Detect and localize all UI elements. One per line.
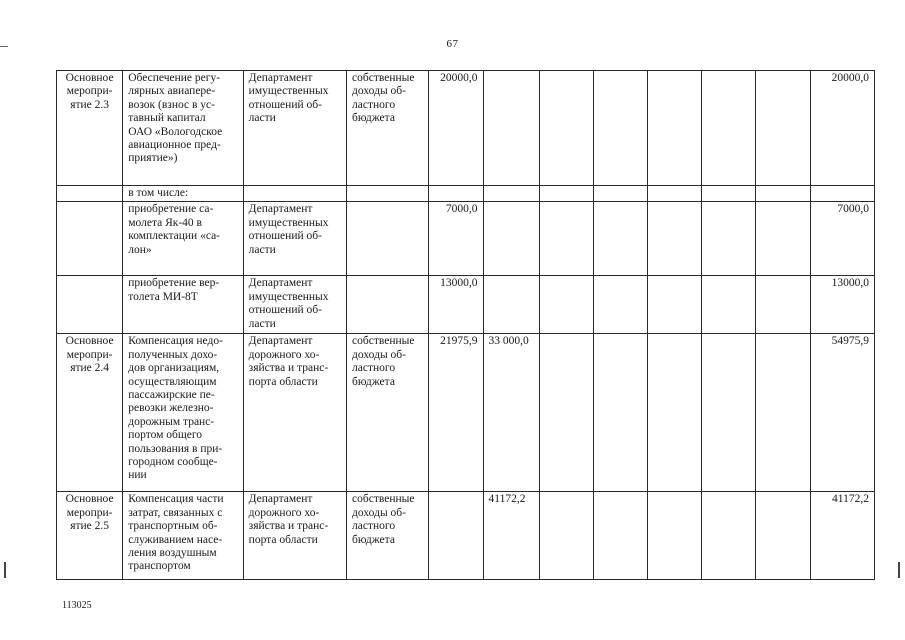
right-edge-mark <box>898 562 900 578</box>
empty-cell <box>756 276 810 334</box>
activity-code-cell: Основное меропри- ятие 2.3 <box>57 71 123 186</box>
table-row <box>57 202 875 276</box>
empty-cell <box>593 492 647 580</box>
funding-source-cell: собственные доходы об- ластного бюджета <box>347 334 429 492</box>
activity-name-cell: приобретение вер- толета МИ-8Т <box>123 276 243 334</box>
empty-cell <box>756 492 810 580</box>
empty-cell <box>593 71 647 186</box>
total-value-cell <box>810 186 874 202</box>
page-number: 67 <box>446 38 459 50</box>
empty-cell <box>539 334 593 492</box>
activity-name-cell: в том числе: <box>123 186 243 202</box>
year-1-value-cell: 13000,0 <box>429 276 483 334</box>
empty-cell <box>702 202 756 276</box>
executor-cell: Департамент имущественных отношений об- ласти <box>243 202 346 276</box>
activity-code-cell <box>57 186 123 202</box>
empty-cell <box>702 276 756 334</box>
year-1-value-cell <box>429 492 483 580</box>
activity-code-cell <box>57 202 123 276</box>
activity-name-cell: Компенсация недо- полученных дохо- дов организациям, осуществляющим пассажирские пе- ревозки железно- дорожным транс- портом общего пользования в при- городном сообще- нии <box>123 334 243 492</box>
activity-code-cell: Основное меропри- ятие 2.5 <box>57 492 123 580</box>
total-value-cell: 7000,0 <box>810 202 874 276</box>
funding-source-cell: собственные доходы об- ластного бюджета <box>347 71 429 186</box>
total-value-cell: 41172,2 <box>810 492 874 580</box>
budget-table <box>56 70 875 580</box>
empty-cell <box>539 202 593 276</box>
empty-cell <box>593 202 647 276</box>
funding-source-cell <box>347 202 429 276</box>
empty-cell <box>539 186 593 202</box>
executor-cell: Департамент дорожного хо- зяйства и транс- порта области <box>243 334 346 492</box>
empty-cell <box>593 276 647 334</box>
empty-cell <box>756 334 810 492</box>
table-row <box>57 276 875 334</box>
empty-cell <box>648 334 702 492</box>
year-1-value-cell: 20000,0 <box>429 71 483 186</box>
table-row <box>57 71 875 186</box>
empty-cell <box>648 71 702 186</box>
year-2-value-cell <box>483 202 539 276</box>
year-2-value-cell <box>483 186 539 202</box>
empty-cell <box>702 492 756 580</box>
executor-cell: Департамент имущественных отношений об- ласти <box>243 71 346 186</box>
empty-cell <box>539 71 593 186</box>
empty-cell <box>539 276 593 334</box>
table-row <box>57 186 875 202</box>
funding-source-cell <box>347 186 429 202</box>
empty-cell <box>593 186 647 202</box>
empty-cell <box>756 202 810 276</box>
activity-name-cell: Компенсация части затрат, связанных с транспортным об- служиванием насе- ления воздушным транспортом <box>123 492 243 580</box>
total-value-cell: 54975,9 <box>810 334 874 492</box>
empty-cell <box>702 71 756 186</box>
empty-cell <box>756 186 810 202</box>
activity-name-cell: приобретение са- молета Як-40 в комплектации «са- лон» <box>123 202 243 276</box>
table-row <box>57 492 875 580</box>
empty-cell <box>539 492 593 580</box>
activity-code-cell <box>57 276 123 334</box>
executor-cell: Департамент дорожного хо- зяйства и транс- порта области <box>243 492 346 580</box>
empty-cell <box>702 186 756 202</box>
activity-name-cell: Обеспечение регу- лярных авиапере- возок (взнос в ус- тавный капитал ОАО «Вологодское авиационное пред- приятие») <box>123 71 243 186</box>
left-edge-mark <box>4 562 6 578</box>
total-value-cell: 20000,0 <box>810 71 874 186</box>
table-row <box>57 334 875 492</box>
empty-cell <box>702 334 756 492</box>
empty-cell <box>648 492 702 580</box>
empty-cell <box>593 334 647 492</box>
year-1-value-cell: 7000,0 <box>429 202 483 276</box>
total-value-cell: 13000,0 <box>810 276 874 334</box>
empty-cell <box>648 186 702 202</box>
document-id: 113025 <box>62 600 92 611</box>
empty-cell <box>648 276 702 334</box>
empty-cell <box>756 71 810 186</box>
year-2-value-cell <box>483 71 539 186</box>
left-edge-tick <box>0 46 8 47</box>
funding-source-cell <box>347 276 429 334</box>
empty-cell <box>648 202 702 276</box>
year-1-value-cell: 21975,9 <box>429 334 483 492</box>
year-2-value-cell <box>483 276 539 334</box>
year-2-value-cell: 41172,2 <box>483 492 539 580</box>
year-2-value-cell: 33 000,0 <box>483 334 539 492</box>
year-1-value-cell <box>429 186 483 202</box>
funding-source-cell: собственные доходы об- ластного бюджета <box>347 492 429 580</box>
executor-cell: Департамент имущественных отношений об- ласти <box>243 276 346 334</box>
executor-cell <box>243 186 346 202</box>
activity-code-cell: Основное меропри- ятие 2.4 <box>57 334 123 492</box>
